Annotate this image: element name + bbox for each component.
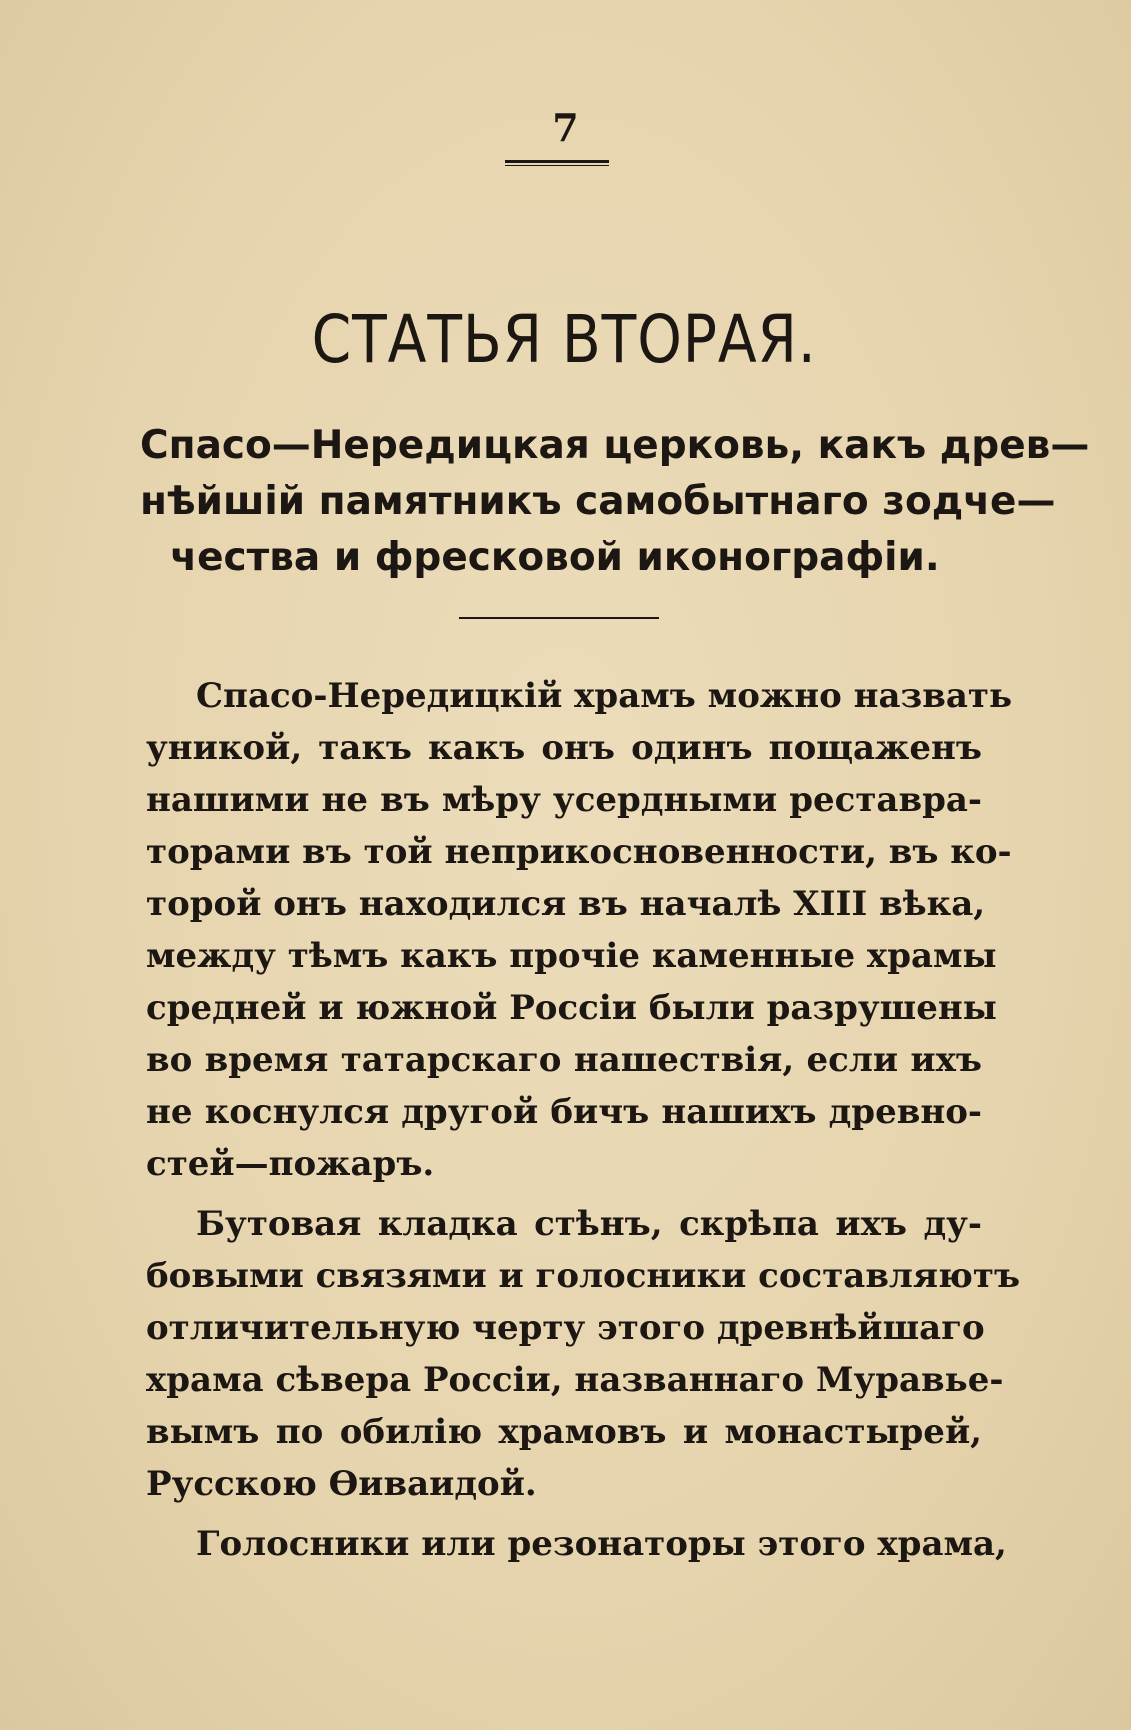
subtitle-line: Спасо—Нередицкая церковь, какъ древ— [140, 423, 1090, 468]
text-line: Голосники или резонаторы этого храма, [196, 1524, 1007, 1564]
page-number-underline [505, 160, 609, 166]
text-line: во время татарскаго нашествія, если ихъ [146, 1040, 982, 1080]
text-line: не коснулся другой бичъ нашихъ древно- [146, 1092, 982, 1132]
paragraph [146, 1198, 1021, 1510]
text-line: вымъ по обилію храмовъ и монастырей, [146, 1412, 982, 1452]
section-divider [459, 617, 659, 619]
subtitle-line: чества и фресковой иконографіи. [170, 535, 940, 580]
page-number: 7 [552, 105, 579, 150]
subtitle-line: нѣйшій памятникъ самобытнаго зодче— [140, 479, 1056, 524]
text-line: Русскою Ѳиваидой. [146, 1464, 537, 1504]
text-line: Бутовая кладка стѣнъ, скрѣпа ихъ ду- [196, 1204, 982, 1244]
chapter-title: СТАТЬЯ ВТОРАЯ. [311, 301, 817, 378]
text-line: уникой, такъ какъ онъ одинъ пощаженъ [146, 728, 982, 768]
paragraph [146, 670, 1013, 1190]
text-line: бовыми связями и голосники составляютъ [146, 1256, 1021, 1296]
text-line: торами въ той неприкосновенности, въ ко- [146, 832, 1012, 872]
text-line: отличительную черту этого древнѣйшаго [146, 1308, 985, 1348]
paragraph [146, 1518, 1007, 1570]
chapter-subtitle [140, 418, 1090, 586]
text-line: Спасо-Нередицкій храмъ можно назвать [196, 676, 1013, 716]
text-line: стей—пожаръ. [146, 1144, 435, 1184]
text-line: между тѣмъ какъ прочіе каменные храмы [146, 936, 997, 976]
text-line: средней и южной Россіи были разрушены [146, 988, 997, 1028]
text-line: торой онъ находился въ началѣ XIII вѣка, [146, 884, 986, 924]
body-text [146, 670, 1021, 1578]
text-line: храма сѣвера Россіи, названнаго Муравье- [146, 1360, 1004, 1400]
text-line: нашими не въ мѣру усердными реставра- [146, 780, 982, 820]
